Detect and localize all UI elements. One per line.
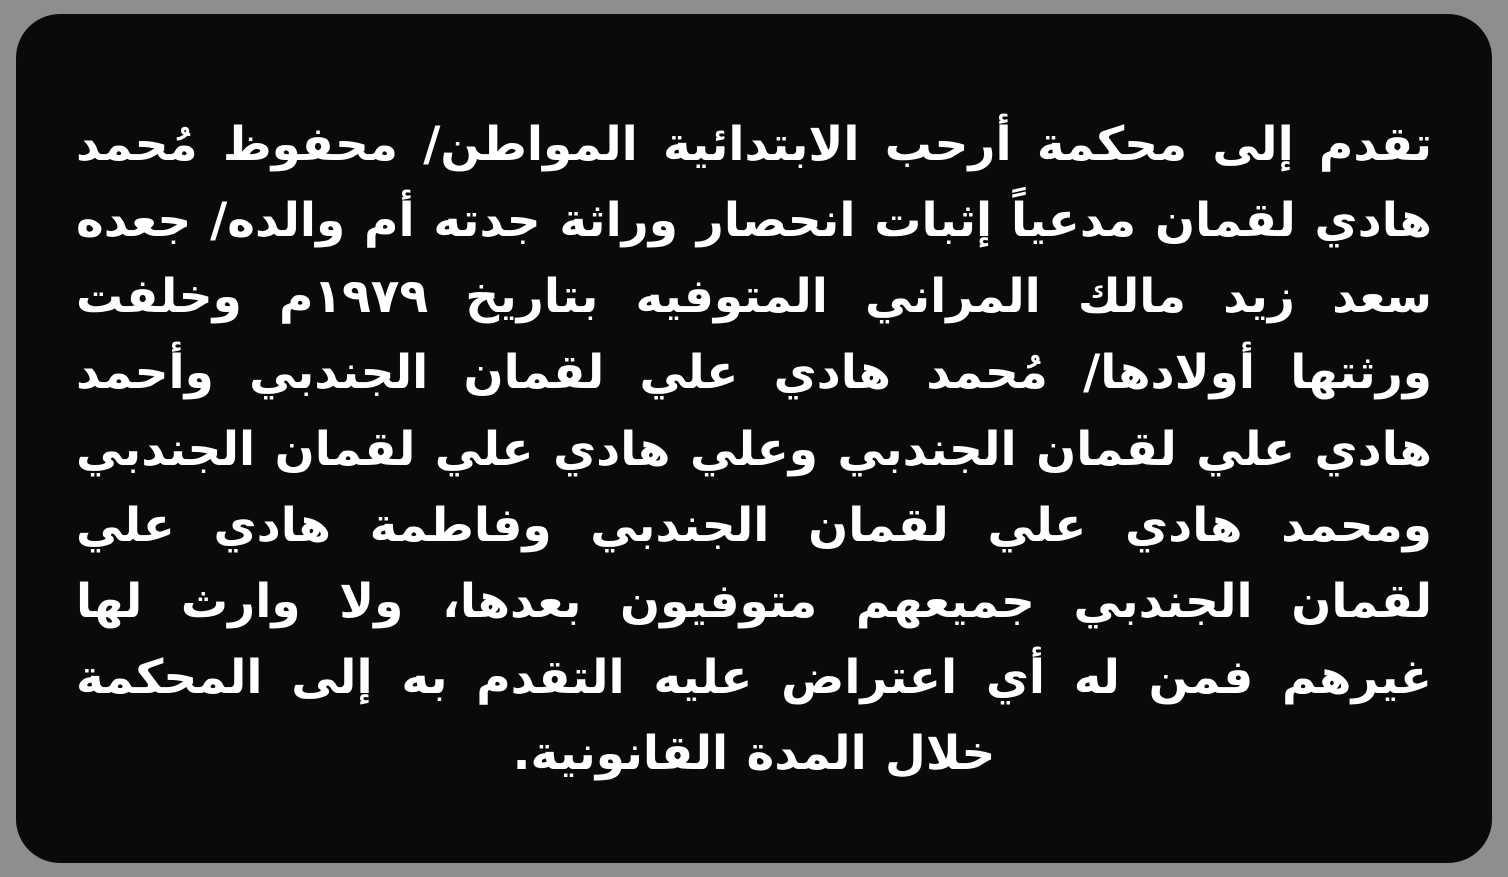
notice-text: تقدم إلى محكمة أرحب الابتدائية المواطن/ محفوظ مُحمد هادي لقمان مدعياً إثبات انحصار وراثة جدته أم والده/ جعده سعد زيد مالك المراني المتوفيه بتاريخ ١٩٧٩م وخلفت ورثتها أولادها/ مُحمد هادي علي لقمان الجندبي وأحمد هادي علي لقمان الجندبي وعلي هادي علي لقمان الجندبي ومحمد هادي علي لقمان الجندبي وفاطمة هادي علي لقمان الجندبي جميعهم متوفيون بعدها، ولا وارث لها غيرهم فمن له أي اعتراض عليه التقدم به إلى المحكمة خلال المدة القانونية. [76, 117, 1432, 781]
notice-card [16, 14, 1492, 863]
